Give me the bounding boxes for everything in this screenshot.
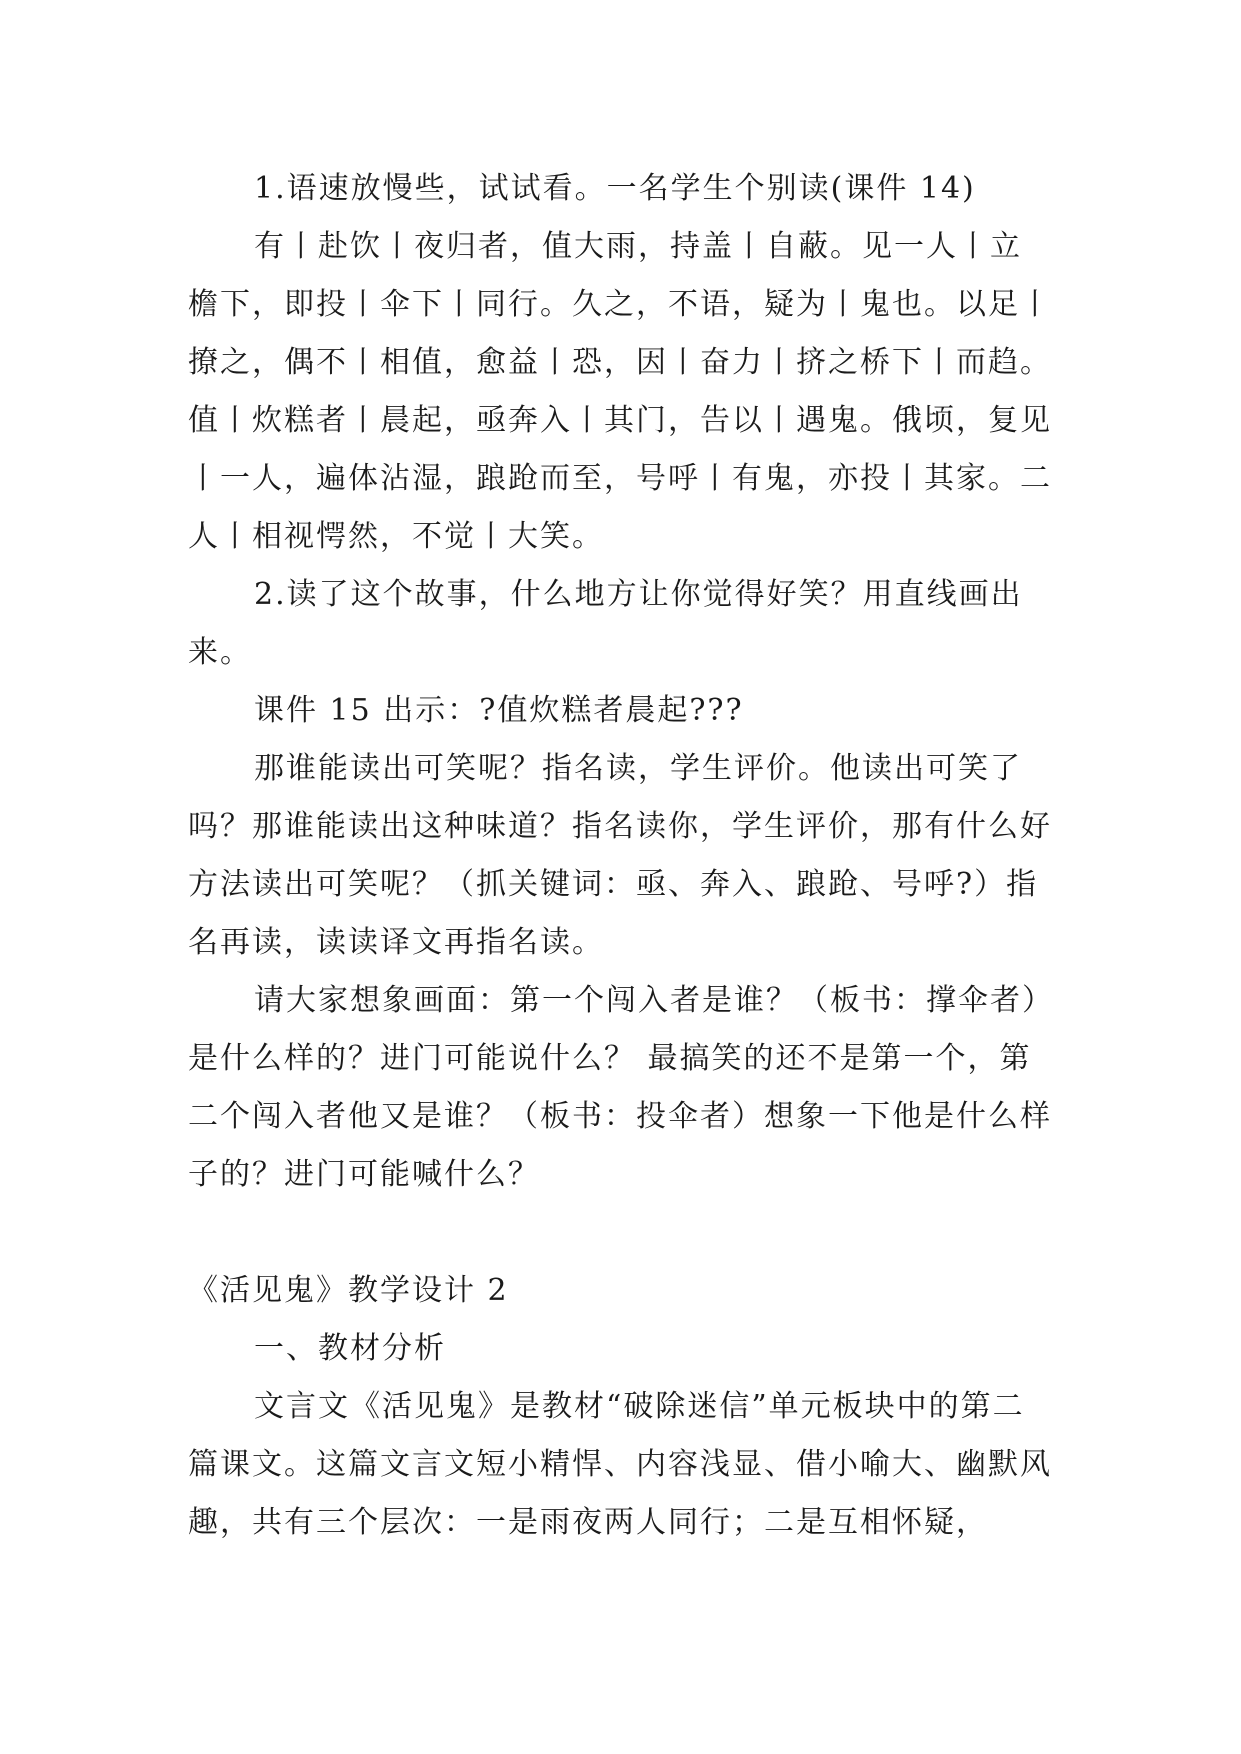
section-heading: 《活见鬼》教学设计 2 — [188, 1273, 509, 1308]
paragraph-classical-text: 有丨赴饮丨夜归者，值大雨，持盖丨自蔽。见一人丨立檐下，即投丨伞下丨同行。久之，不语，疑为丨鬼也。以足丨撩之，偶不丨相值，愈益丨恐，因丨奋力丨挤之桥下丨而趋。值丨炊糕者丨晨起，亟奔入丨其门，告以丨遇鬼。俄顷，复见丨一人，遍体沾湿，踉跄而至，号呼丨有鬼，亦投丨其家。二人丨相视愕然，不觉丨大笑。 — [188, 229, 1052, 554]
paragraph-question: 2.读了这个故事，什么地方让你觉得好笑？用直线画出来。 — [188, 577, 1023, 670]
paragraph-reading-instruction: 1.语速放慢些，试试看。一名学生个别读(课件 14) — [254, 171, 976, 206]
paragraph-textbook-analysis: 文言文《活见鬼》是教材“破除迷信”单元板块中的第二篇课文。这篇文言文短小精悍、内容浅显、借小喻大、幽默风趣，共有三个层次：一是雨夜两人同行；二是互相怀疑， — [188, 1389, 1052, 1540]
paragraph-reading-evaluation: 那谁能读出可笑呢？指名读，学生评价。他读出可笑了吗？那谁能读出这种味道？指名读你，学生评价，那有什么好方法读出可笑呢？（抓关键词：亟、奔入、踉跄、号呼?）指名再读，读读译文再指名读。 — [188, 751, 1052, 960]
document-page — [188, 160, 1053, 1552]
section-subheading: 一、教材分析 — [254, 1331, 446, 1366]
paragraph-courseware-15: 课件 15 出示：?值炊糕者晨起??? — [254, 693, 744, 728]
paragraph-imagination: 请大家想象画面：第一个闯入者是谁？（板书：撑伞者）是什么样的？进门可能说什么？ 最搞笑的还不是第一个，第二个闯入者他又是谁？（板书：投伞者）想象一下他是什么样子的？进门可能喊什么？ — [188, 983, 1052, 1192]
